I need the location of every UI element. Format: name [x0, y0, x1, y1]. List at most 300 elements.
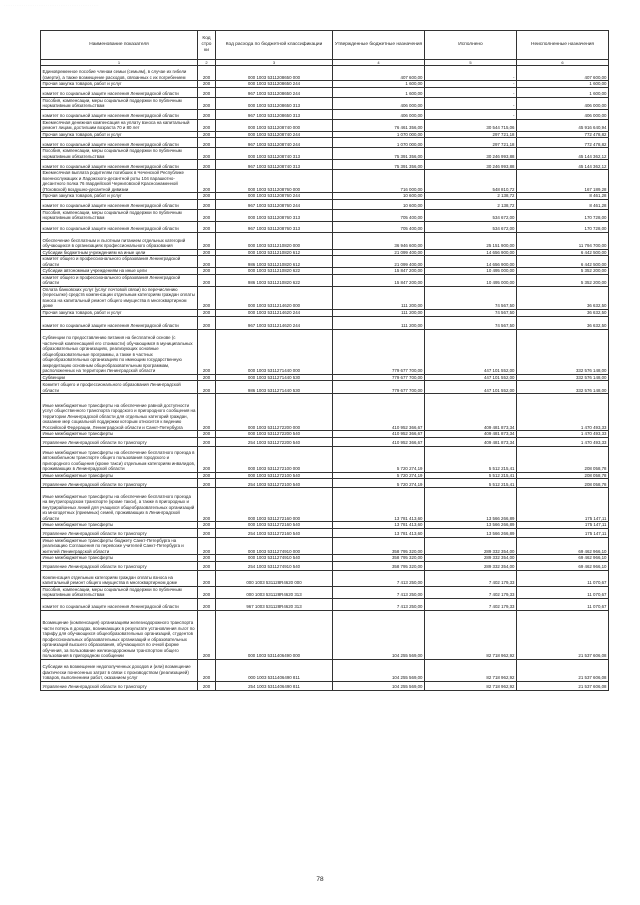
col-number: 6	[517, 60, 609, 66]
row-classification: 000 1003 5311406490 000	[216, 610, 333, 659]
row-code: 200	[198, 138, 216, 148]
row-approved: 1 600,00	[333, 87, 425, 97]
table-row	[41, 479, 609, 488]
row-name: Иные межбюджетные трансферты	[41, 472, 198, 479]
row-executed: 7 402 179,33	[425, 586, 517, 598]
row-classification: 967 1003 5311208650 244	[216, 87, 333, 97]
row-classification: 000 1003 531128R4620 313	[216, 586, 333, 598]
col-number: 2	[198, 60, 216, 66]
row-code: 200	[198, 659, 216, 681]
row-name: Комитет общего и профессионального образования Ленинградской области	[41, 381, 198, 394]
row-code: 200	[198, 193, 216, 200]
table-row	[41, 199, 609, 209]
row-executed: 10 495 000,00	[425, 274, 517, 286]
col-header-classification: Код расхода по бюджетной классификации	[216, 31, 333, 60]
row-remaining: 170 728,00	[517, 209, 609, 221]
row-classification: 967 1003 5311208760 244	[216, 199, 333, 209]
row-approved: 7 413 250,00	[333, 598, 425, 610]
row-name: комитет по социальной защите населения Ленинградской области	[41, 109, 198, 119]
row-executed: 14 656 900,00	[425, 256, 517, 268]
row-classification: 000 1003 5311208760 313	[216, 209, 333, 221]
row-code: 200	[198, 160, 216, 170]
row-approved: 10 600,00	[333, 193, 425, 200]
row-code: 200	[198, 586, 216, 598]
row-approved: 7 413 250,00	[333, 570, 425, 586]
row-remaining: 36 632,50	[517, 286, 609, 309]
row-approved: 1 070 000,00	[333, 138, 425, 148]
row-approved: 407 600,00	[333, 66, 425, 81]
row-remaining: 45 144 362,12	[517, 148, 609, 160]
row-executed: -	[425, 81, 517, 88]
table-row	[41, 446, 609, 472]
row-name: Компенсация отдельным категориям граждан оплаты взноса на капитальный ремонт общего имущества в многоквартирном доме	[41, 570, 198, 586]
table-row	[41, 309, 609, 316]
row-remaining: 8 461,28	[517, 193, 609, 200]
row-name: Пособия, компенсации, меры социальной поддержки по публичным нормативным обязательствам	[41, 586, 198, 598]
table-row	[41, 316, 609, 329]
row-approved: 13 781 413,60	[333, 488, 425, 522]
table-row	[41, 586, 609, 598]
row-remaining: 11 070,67	[517, 570, 609, 586]
row-remaining: 45 916 640,94	[517, 119, 609, 131]
row-executed: 289 332 354,00	[425, 555, 517, 562]
row-approved: 358 795 320,00	[333, 537, 425, 555]
row-approved: 410 952 366,67	[333, 394, 425, 431]
table-row	[41, 66, 609, 81]
row-code: 200	[198, 274, 216, 286]
row-executed: 13 566 266,89	[425, 522, 517, 529]
row-code: 200	[198, 570, 216, 586]
table-header-row	[41, 31, 609, 60]
row-code: 200	[198, 561, 216, 570]
row-executed: 548 810,72	[425, 170, 517, 193]
table-row	[41, 659, 609, 681]
row-approved: 104 255 569,00	[333, 659, 425, 681]
row-executed: 14 656 900,00	[425, 249, 517, 256]
row-remaining: 21 537 606,08	[517, 659, 609, 681]
row-executed: 447 101 552,00	[425, 329, 517, 374]
row-executed: 409 481 873,34	[425, 394, 517, 431]
col-number: 1	[41, 60, 198, 66]
row-name: Иные межбюджетные трансферты	[41, 522, 198, 529]
col-number: 3	[216, 60, 333, 66]
row-executed: 13 566 266,89	[425, 528, 517, 537]
row-code: 200	[198, 681, 216, 690]
row-classification: 000 1003 531128R4620 000	[216, 570, 333, 586]
row-approved: 111 200,00	[333, 316, 425, 329]
row-executed: 5 512 215,41	[425, 446, 517, 472]
page-number: 78	[316, 876, 324, 883]
row-remaining: 11 070,67	[517, 586, 609, 598]
row-classification: 000 1003 5311208650 000	[216, 66, 333, 81]
row-executed: -	[425, 66, 517, 81]
row-code: 200	[198, 221, 216, 232]
row-approved: 111 200,00	[333, 309, 425, 316]
row-approved: 5 720 274,19	[333, 472, 425, 479]
row-remaining: 170 728,00	[517, 221, 609, 232]
row-classification: 967 1003 5311208740 313	[216, 160, 333, 170]
row-code: 200	[198, 109, 216, 119]
row-executed: 447 101 552,00	[425, 381, 517, 394]
table-row	[41, 274, 609, 286]
col-number: 4	[333, 60, 425, 66]
row-approved: 705 400,00	[333, 209, 425, 221]
row-remaining: 406 000,00	[517, 109, 609, 119]
row-classification: 000 1003 5311208740 244	[216, 131, 333, 138]
row-approved: 10 600,00	[333, 199, 425, 209]
row-remaining: 208 058,78	[517, 479, 609, 488]
row-code: 200	[198, 472, 216, 479]
row-name: Управление Ленинградской области по транспорту	[41, 479, 198, 488]
table-row	[41, 381, 609, 394]
row-approved: 1 070 000,00	[333, 131, 425, 138]
row-remaining: 1 600,00	[517, 87, 609, 97]
row-code: 200	[198, 381, 216, 394]
row-name: комитет по социальной защите населения Ленинградской области	[41, 199, 198, 209]
row-code: 200	[198, 555, 216, 562]
row-classification: 000 1003 5311208760 244	[216, 193, 333, 200]
row-name: Прочая закупка товаров, работ и услуг	[41, 81, 198, 88]
row-classification: 254 1003 5311272160 540	[216, 528, 333, 537]
row-code: 200	[198, 610, 216, 659]
row-remaining: 406 000,00	[517, 97, 609, 109]
row-executed: 409 481 873,34	[425, 437, 517, 446]
table-row	[41, 109, 609, 119]
row-approved: 21 099 400,00	[333, 249, 425, 256]
table-row	[41, 138, 609, 148]
row-code: 200	[198, 286, 216, 309]
row-remaining: 69 462 966,10	[517, 561, 609, 570]
row-classification: 254 1003 5311272100 540	[216, 479, 333, 488]
col-header-code: Код стро ки	[198, 31, 216, 60]
table-row	[41, 681, 609, 690]
row-code: 200	[198, 528, 216, 537]
table-row	[41, 232, 609, 249]
row-classification: 986 1003 5311210820 612	[216, 256, 333, 268]
row-approved: 779 677 700,00	[333, 329, 425, 374]
row-executed: 74 567,50	[425, 316, 517, 329]
row-classification: 000 1003 5311208760 000	[216, 170, 333, 193]
row-code: 200	[198, 394, 216, 431]
row-name: Оплата банковских услуг (услуг почтовой связи) по перечислению (пересылке) средств компенсации отдельным категориям граждан оплаты взноса на капитальный ремонт общего имущества в многоквартирном доме	[41, 286, 198, 309]
table-body	[41, 66, 609, 691]
row-approved: 410 952 366,67	[333, 437, 425, 446]
row-classification: 967 1003 5311214620 244	[216, 316, 333, 329]
row-approved: 76 461 356,00	[333, 119, 425, 131]
row-approved: 15 847 200,00	[333, 274, 425, 286]
row-code: 200	[198, 268, 216, 275]
row-approved: 406 000,00	[333, 109, 425, 119]
row-remaining: 1 470 493,33	[517, 437, 609, 446]
row-remaining: 175 147,11	[517, 488, 609, 522]
row-executed: 7 402 179,33	[425, 570, 517, 586]
row-name: Прочая закупка товаров, работ и услуг	[41, 131, 198, 138]
row-name: Иные межбюджетные трансферты бюджету Санкт-Петербурга на реализацию Соглашения по перевозке учителей Санкт-Петербурга и жителей Ленинградской области	[41, 537, 198, 555]
report-page	[40, 30, 608, 691]
row-approved: 779 677 700,00	[333, 374, 425, 381]
row-remaining: 772 478,82	[517, 138, 609, 148]
row-classification: 967 1003 5311208650 313	[216, 109, 333, 119]
table-row	[41, 610, 609, 659]
row-code: 200	[198, 309, 216, 316]
budget-execution-table	[40, 30, 609, 691]
row-remaining: 1 470 493,33	[517, 431, 609, 438]
row-name: комитет общего и профессионального образования Ленинградской области	[41, 274, 198, 286]
row-executed: 534 672,00	[425, 221, 517, 232]
row-code: 200	[198, 199, 216, 209]
table-row	[41, 87, 609, 97]
row-code: 200	[198, 87, 216, 97]
row-name: Управление Ленинградской области по транспорту	[41, 528, 198, 537]
row-remaining: 11 070,67	[517, 598, 609, 610]
row-executed: 10 495 000,00	[425, 268, 517, 275]
row-name: комитет по социальной защите населения Ленинградской области	[41, 138, 198, 148]
row-remaining: 45 144 362,12	[517, 160, 609, 170]
row-approved: 75 391 356,00	[333, 148, 425, 160]
col-header-remaining: Неисполненные назначения	[517, 31, 609, 60]
row-executed: 297 721,18	[425, 131, 517, 138]
row-executed: 5 512 215,41	[425, 472, 517, 479]
row-remaining: 8 461,28	[517, 199, 609, 209]
row-code: 200	[198, 437, 216, 446]
row-classification: 967 1003 531128R4620 313	[216, 598, 333, 610]
row-classification: 254 1003 5311274910 540	[216, 561, 333, 570]
row-remaining: 167 189,28	[517, 170, 609, 193]
row-approved: 13 781 413,60	[333, 522, 425, 529]
row-remaining: 21 537 606,08	[517, 610, 609, 659]
row-name: Иные межбюджетные трансферты на обеспечение равной доступности услуг общественного транспорта городского и пригородного сообщения на территории Ленинградской области для отдельных категорий граждан, оказание мер социальной поддержки которым относится к ведению Российской Федерации, Ленинградской области и Санкт-Петербурга	[41, 394, 198, 431]
row-name: Иные межбюджетные трансферты на обеспечение бесплатного проезда на внутригородском транспорте (кроме такси), а также в пригородных и внутрирайонных линий для учащихся общеобразовательных организаций из многодетных (приемных) семей, проживающих в Ленинградской области	[41, 488, 198, 522]
row-classification: 000 1003 5311406490 811	[216, 659, 333, 681]
row-approved: 15 847 200,00	[333, 268, 425, 275]
table-row	[41, 537, 609, 555]
row-name: Управление Ленинградской области по транспорту	[41, 437, 198, 446]
row-approved: 779 677 700,00	[333, 381, 425, 394]
row-name: Прочая закупка товаров, работ и услуг	[41, 193, 198, 200]
table-row	[41, 119, 609, 131]
row-name: комитет по социальной защите населения Ленинградской области	[41, 316, 198, 329]
row-classification: 000 1003 5311210820 000	[216, 232, 333, 249]
row-name: Иные межбюджетные трансферты	[41, 555, 198, 562]
row-name: Субвенции	[41, 374, 198, 381]
row-remaining: 175 147,11	[517, 528, 609, 537]
row-name: Прочая закупка товаров, работ и услуг	[41, 309, 198, 316]
row-executed: 30 246 993,88	[425, 148, 517, 160]
row-remaining: 6 442 500,00	[517, 249, 609, 256]
row-classification: 000 1003 5311214620 244	[216, 309, 333, 316]
row-executed: 82 718 962,92	[425, 659, 517, 681]
row-code: 200	[198, 256, 216, 268]
row-code: 200	[198, 131, 216, 138]
row-code: 200	[198, 488, 216, 522]
row-remaining: 332 576 148,00	[517, 329, 609, 374]
row-code: 200	[198, 537, 216, 555]
row-remaining: 407 600,00	[517, 66, 609, 81]
row-code: 200	[198, 232, 216, 249]
table-row	[41, 570, 609, 586]
row-code: 200	[198, 170, 216, 193]
row-approved: 75 391 356,00	[333, 160, 425, 170]
row-remaining: 175 147,11	[517, 522, 609, 529]
row-classification: 000 1003 5311272200 000	[216, 394, 333, 431]
row-executed: 74 567,50	[425, 286, 517, 309]
table-row	[41, 221, 609, 232]
row-executed: 74 567,50	[425, 309, 517, 316]
row-executed: 2 138,72	[425, 199, 517, 209]
table-row	[41, 561, 609, 570]
row-name: комитет по социальной защите населения Ленинградской области	[41, 221, 198, 232]
row-remaining: 69 462 966,10	[517, 537, 609, 555]
row-name: Субсидии автономным учреждениям на иные цели	[41, 268, 198, 275]
row-name: Иные межбюджетные трансферты	[41, 431, 198, 438]
row-remaining: 21 537 606,08	[517, 681, 609, 690]
row-executed: 7 402 179,33	[425, 598, 517, 610]
row-name: Субвенции по предоставлению питания на бесплатной основе (с частичной компенсацией его стоимости) обучающимся в муниципальных образовательных организациях, реализующих основные общеобразовательные программы, а также в частных общеобразовательных организациях по имеющим государственную аккредитацию основным общеобразовательным программам, расположенных на территории Ленинградской области	[41, 329, 198, 374]
table-row	[41, 598, 609, 610]
row-approved: 1 600,00	[333, 81, 425, 88]
row-name: комитет по социальной защите населения Ленинградской области	[41, 598, 198, 610]
col-header-executed: Исполнено	[425, 31, 517, 60]
table-row	[41, 209, 609, 221]
row-approved: 21 099 400,00	[333, 256, 425, 268]
row-name: Пособия, компенсации, меры социальной поддержки по публичным нормативным обязательствам	[41, 209, 198, 221]
row-remaining: 332 576 148,00	[517, 381, 609, 394]
row-classification: 000 1003 5311210820 622	[216, 268, 333, 275]
table-row	[41, 256, 609, 268]
row-approved: 111 200,00	[333, 286, 425, 309]
row-remaining: 332 576 148,00	[517, 374, 609, 381]
row-code: 200	[198, 598, 216, 610]
row-classification: 000 1003 5311208650 244	[216, 81, 333, 88]
table-row	[41, 488, 609, 522]
row-code: 200	[198, 249, 216, 256]
table-row	[41, 170, 609, 193]
row-name: Единовременное пособие членам семьи (семьям), в случае их гибели (смерти), а также возмещение расходов, связанных с их погребением	[41, 66, 198, 81]
row-classification: 986 1003 5311210820 622	[216, 274, 333, 286]
row-approved: 705 400,00	[333, 221, 425, 232]
row-approved: 406 000,00	[333, 97, 425, 109]
row-approved: 7 413 250,00	[333, 586, 425, 598]
row-name: Иные межбюджетные трансферты на обеспечение бесплатного проезда в автомобильном транспорте общего пользования городского и пригородного сообщения (кроме такси) отдельным категориям инвалидов, проживающих в Ленинградской области	[41, 446, 198, 472]
row-name: Ежемесячная денежная компенсация на уплату взноса на капитальный ремонт лицам, достигшим возраста 70 и 80 лет	[41, 119, 198, 131]
row-name: Пособия, компенсации, меры социальной поддержки по публичным нормативным обязательствам	[41, 97, 198, 109]
row-classification: 000 1003 5311272200 540	[216, 431, 333, 438]
row-code: 200	[198, 374, 216, 381]
row-approved: 13 781 413,60	[333, 528, 425, 537]
row-classification: 000 1003 5311208650 313	[216, 97, 333, 109]
row-remaining: 5 352 200,00	[517, 268, 609, 275]
row-name: Возмещение (компенсация) организациям железнодорожного транспорта части потерь в доходах, возникающих в результате установления льгот по тарифу для обучающихся общеобразовательных организаций, студентов профессиональных образовательных организаций и образовательных организаций высшего образования, обучающихся по очной форме обучения, за пользование железнодорожным транспортом общего пользования в пригородном сообщении	[41, 610, 198, 659]
row-executed: 2 138,72	[425, 193, 517, 200]
row-code: 200	[198, 148, 216, 160]
row-classification: 000 1003 5311274910 000	[216, 537, 333, 555]
table-row	[41, 437, 609, 446]
row-remaining: 208 058,78	[517, 472, 609, 479]
row-name: Обеспечение бесплатным и льготным питанием отдельных категорий обучающихся в организациях профессионального образования	[41, 232, 198, 249]
row-executed: 5 512 215,41	[425, 479, 517, 488]
row-remaining: 772 478,82	[517, 131, 609, 138]
row-name: Субсидии на возмещение недополученных доходов и (или) возмещение фактически понесенных затрат в связи с производством (реализацией) товаров, выполнением работ, оказанием услуг	[41, 659, 198, 681]
row-executed: -	[425, 97, 517, 109]
row-executed: 534 672,00	[425, 209, 517, 221]
row-name: комитет по социальной защите населения Ленинградской области	[41, 160, 198, 170]
row-name: комитет по социальной защите населения Ленинградской области	[41, 87, 198, 97]
row-classification: 000 1003 5311271440 000	[216, 329, 333, 374]
row-classification: 986 1003 5311271440 530	[216, 381, 333, 394]
table-row	[41, 329, 609, 374]
row-classification: 000 1003 5311272100 540	[216, 472, 333, 479]
row-name: Ежемесячная выплата родителям погибших в Чеченской Республике военнослужащих и Ладожского-десантной роты 104 парашютно-десантного полка 76 гвардейской Черниговской Краснознаменной (Псковской) воздушно-десантной дивизии	[41, 170, 198, 193]
row-executed: -	[425, 109, 517, 119]
row-approved: 358 795 320,00	[333, 561, 425, 570]
row-approved: 5 720 274,19	[333, 446, 425, 472]
row-name: комитет общего и профессионального образования Ленинградской области	[41, 256, 198, 268]
row-classification: 967 1003 5311208760 313	[216, 221, 333, 232]
row-code: 200	[198, 81, 216, 88]
row-classification: 967 1003 5311208740 244	[216, 138, 333, 148]
row-approved: 358 795 320,00	[333, 555, 425, 562]
row-remaining: 208 058,78	[517, 446, 609, 472]
row-approved: 410 952 366,67	[333, 431, 425, 438]
row-approved: 104 255 569,00	[333, 610, 425, 659]
row-code: 200	[198, 522, 216, 529]
row-code: 200	[198, 431, 216, 438]
row-approved: 716 000,00	[333, 170, 425, 193]
row-remaining: 69 462 966,10	[517, 555, 609, 562]
row-executed: 30 246 993,88	[425, 160, 517, 170]
row-code: 200	[198, 329, 216, 374]
scan-header-marks: ....................................................	[4, 3, 100, 7]
row-code: 200	[198, 66, 216, 81]
row-classification: 000 1003 5311208740 000	[216, 119, 333, 131]
row-executed: 297 721,18	[425, 138, 517, 148]
row-remaining: 1 470 493,33	[517, 394, 609, 431]
row-code: 200	[198, 479, 216, 488]
row-approved: 104 255 569,00	[333, 681, 425, 690]
row-executed: 447 101 552,00	[425, 374, 517, 381]
row-name: Управление Ленинградской области по транспорту	[41, 561, 198, 570]
row-code: 200	[198, 119, 216, 131]
row-executed: 82 718 962,92	[425, 610, 517, 659]
row-classification: 000 1003 5311274910 540	[216, 555, 333, 562]
col-header-name: Наименование показателя	[41, 31, 198, 60]
table-row	[41, 528, 609, 537]
row-executed: 82 718 962,92	[425, 681, 517, 690]
row-executed: 289 332 354,00	[425, 561, 517, 570]
row-approved: 36 946 600,00	[333, 232, 425, 249]
row-classification: 000 1003 5311272160 000	[216, 488, 333, 522]
col-number: 5	[425, 60, 517, 66]
table-row	[41, 394, 609, 431]
row-code: 200	[198, 209, 216, 221]
row-classification: 254 1003 5311272200 540	[216, 437, 333, 446]
row-classification: 000 1003 5311208740 313	[216, 148, 333, 160]
row-name: Управление Ленинградской области по транспорту	[41, 681, 198, 690]
row-code: 200	[198, 316, 216, 329]
row-classification: 000 1003 5311272160 540	[216, 522, 333, 529]
row-name: Пособия, компенсации, меры социальной поддержки по публичным нормативным обязательствам	[41, 148, 198, 160]
row-remaining: 1 600,00	[517, 81, 609, 88]
row-remaining: 11 794 700,00	[517, 232, 609, 249]
table-row	[41, 160, 609, 170]
row-executed: 289 332 354,00	[425, 537, 517, 555]
row-classification: 254 1003 5311406490 811	[216, 681, 333, 690]
row-classification: 000 1003 5311272100 000	[216, 446, 333, 472]
row-code: 200	[198, 97, 216, 109]
row-classification: 000 1003 5311214620 000	[216, 286, 333, 309]
row-name: Субсидии бюджетным учреждениям на иные цели	[41, 249, 198, 256]
row-code: 200	[198, 446, 216, 472]
